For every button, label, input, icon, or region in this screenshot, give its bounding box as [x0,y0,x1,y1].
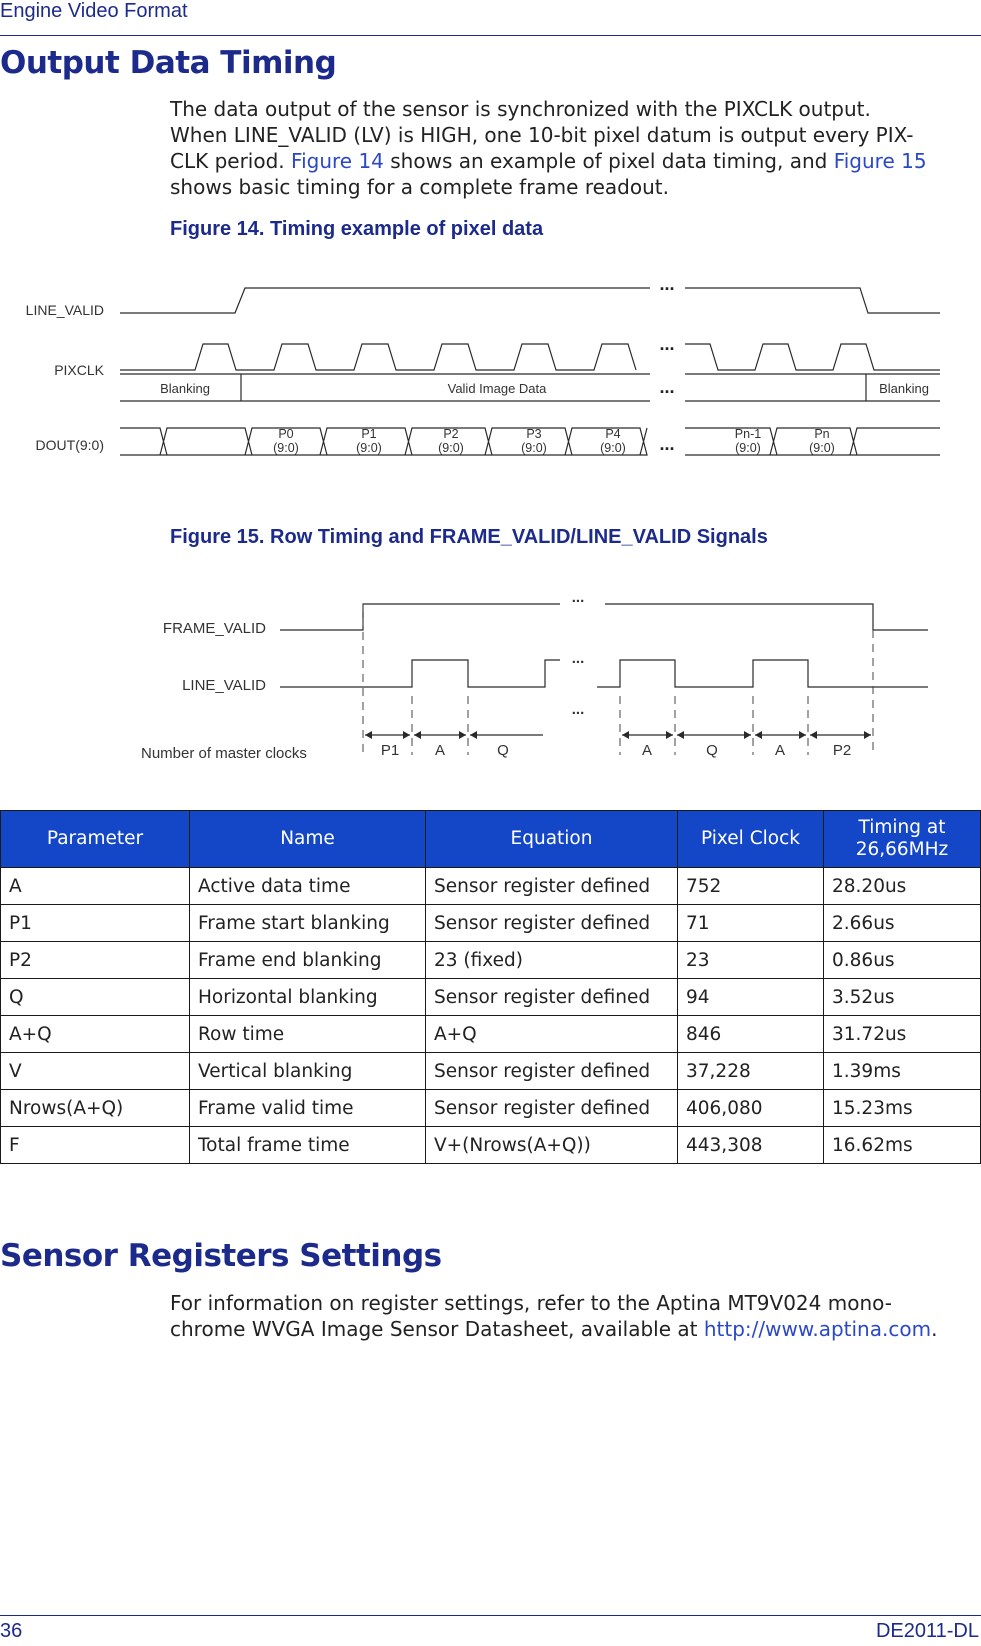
interval-label: P1 [380,742,400,759]
table-cell: Sensor register defined [426,1053,678,1090]
blanking-right-label: Blanking [879,381,929,396]
pixel-bits: (9:0) [273,441,299,455]
pixel-label: P0 [278,427,294,441]
pixclk-label: PIXCLK [54,362,104,378]
ellipsis: ... [571,590,585,606]
column-header: Parameter [1,811,190,868]
section-title-output-data-timing: Output Data Timing [0,45,337,81]
pixel-bits: (9:0) [600,441,626,455]
table-cell: Row time [190,1016,426,1053]
table-header-row [1,811,981,868]
pixel-bits: (9:0) [521,441,547,455]
master-clocks-label: Number of master clocks [141,745,307,762]
table-cell: Horizontal blanking [190,979,426,1016]
table-row [1,942,981,979]
para-line: For information on register settings, refer to the Aptina MT9V024 mono- [170,1291,892,1315]
pixel-label: Pn-1 [734,427,762,441]
boundary-guides [363,604,873,755]
table-cell: F [1,1127,190,1164]
table-cell: 752 [678,868,824,905]
table-cell: 0.86us [824,942,981,979]
table-cell: 3.52us [824,979,981,1016]
table-cell: A+Q [426,1016,678,1053]
ellipsis: ... [659,377,675,397]
table-cell: Frame valid time [190,1090,426,1127]
pixel-label: P1 [361,427,377,441]
table-cell: 846 [678,1016,824,1053]
table-cell: Frame start blanking [190,905,426,942]
frame-valid-waveform [280,604,560,630]
interval-label: A [641,742,653,759]
para-text: CLK period. [170,149,292,173]
table-cell: Q [1,979,190,1016]
para-line: The data output of the sensor is synchronized with the PIXCLK output. [170,97,871,121]
table-cell: 406,080 [678,1090,824,1127]
table-cell: Sensor register defined [426,1090,678,1127]
interval-label: Q [497,742,509,759]
table-cell: 94 [678,979,824,1016]
line-valid-waveform-end [597,660,928,687]
page-number: 36 [0,1620,23,1642]
ellipsis: ... [659,334,675,354]
table-cell: 23 (fixed) [426,942,678,979]
interval-label: Q [706,742,718,759]
table-cell: 31.72us [824,1016,981,1053]
figure-15-timing-diagram [0,590,981,780]
table-row [1,868,981,905]
table-cell: Sensor register defined [426,905,678,942]
column-header: Pixel Clock [678,811,824,868]
para-text: chrome WVGA Image Sensor Datasheet, available at [170,1317,704,1341]
blanking-left-label: Blanking [160,381,210,396]
table-cell: 37,228 [678,1053,824,1090]
table-cell: Vertical blanking [190,1053,426,1090]
line-valid-label: LINE_VALID [182,677,266,694]
frame-valid-label: FRAME_VALID [162,620,266,637]
figure-15-link[interactable]: Figure 15 [833,149,927,173]
pixel-bits: (9:0) [438,441,464,455]
figure-14-timing-diagram [0,260,981,500]
table-cell: 443,308 [678,1127,824,1164]
ellipsis: ... [659,274,675,294]
table-cell: 1.39ms [824,1053,981,1090]
pixel-label: Pn [814,427,830,441]
table-cell: Frame end blanking [190,942,426,979]
table-cell: 15.23ms [824,1090,981,1127]
table-row [1,1090,981,1127]
document-id: DE2011-DL [875,1620,979,1642]
pixel-label: P3 [526,427,542,441]
timing-parameter-table [0,810,981,1164]
header-rule [0,35,981,36]
table-cell: V+(Nrows(A+Q)) [426,1127,678,1164]
frame-valid-waveform-end [605,604,928,630]
table-cell: P1 [1,905,190,942]
dout-bus-waveform [120,428,647,455]
para-line [170,148,975,174]
line-valid-waveform-end [685,288,940,313]
table-cell: Nrows(A+Q) [1,1090,190,1127]
table-cell: Total frame time [190,1127,426,1164]
pixel-label: P2 [443,427,459,441]
ellipsis: ... [659,434,675,454]
table-row [1,1016,981,1053]
figure-14-caption: Figure 14. Timing example of pixel data [170,218,544,240]
valid-image-data-label: Valid Image Data [447,381,547,396]
ellipsis: ... [571,650,585,667]
table-row [1,1053,981,1090]
table-cell: Sensor register defined [426,979,678,1016]
section-title-sensor-registers: Sensor Registers Settings [0,1238,442,1274]
table-cell: Active data time [190,868,426,905]
line-valid-label: LINE_VALID [25,302,104,318]
output-timing-paragraph [170,96,975,200]
column-header: Timing at 26,66MHz [824,811,981,868]
para-text: shows an example of pixel data timing, and [383,149,834,173]
pixclk-waveform-end [685,344,940,370]
table-cell: 16.62ms [824,1127,981,1164]
line-valid-waveform [280,660,560,687]
running-header: Engine Video Format [0,0,188,22]
table-cell: 28.20us [824,868,981,905]
pixel-bits: (9:0) [809,441,835,455]
table-cell: Sensor register defined [426,868,678,905]
line-valid-waveform [120,288,650,313]
table-row [1,979,981,1016]
column-header: Name [190,811,426,868]
pixel-bits: (9:0) [356,441,382,455]
ellipsis: ... [571,701,585,718]
table-row [1,1127,981,1164]
table-cell: 71 [678,905,824,942]
interval-label: A [774,742,786,759]
pixel-bits: (9:0) [735,441,761,455]
para-line: shows basic timing for a complete frame readout. [170,175,669,199]
dout-label: DOUT(9:0) [35,437,104,453]
pixel-label: P4 [605,427,621,441]
para-text: . [931,1317,938,1341]
interval-label: P2 [832,742,852,759]
table-cell: A [1,868,190,905]
footer-rule [0,1615,981,1616]
para-line [170,1316,975,1342]
pixclk-waveform [120,344,636,370]
interval-label: A [434,742,446,759]
table-cell: A+Q [1,1016,190,1053]
table-cell: 23 [678,942,824,979]
table-cell: 2.66us [824,905,981,942]
figure-15-caption: Figure 15. Row Timing and FRAME_VALID/LINE_VALID Signals [170,526,768,548]
sensor-registers-paragraph [170,1290,975,1342]
column-header: Equation [426,811,678,868]
table-cell: V [1,1053,190,1090]
table-cell: P2 [1,942,190,979]
figure-14-link[interactable]: Figure 14 [291,149,384,173]
table-row [1,905,981,942]
aptina-link[interactable]: http://www.aptina.com [703,1317,932,1341]
para-line: When LINE_VALID (LV) is HIGH, one 10-bit pixel datum is output every PIX- [170,123,914,147]
